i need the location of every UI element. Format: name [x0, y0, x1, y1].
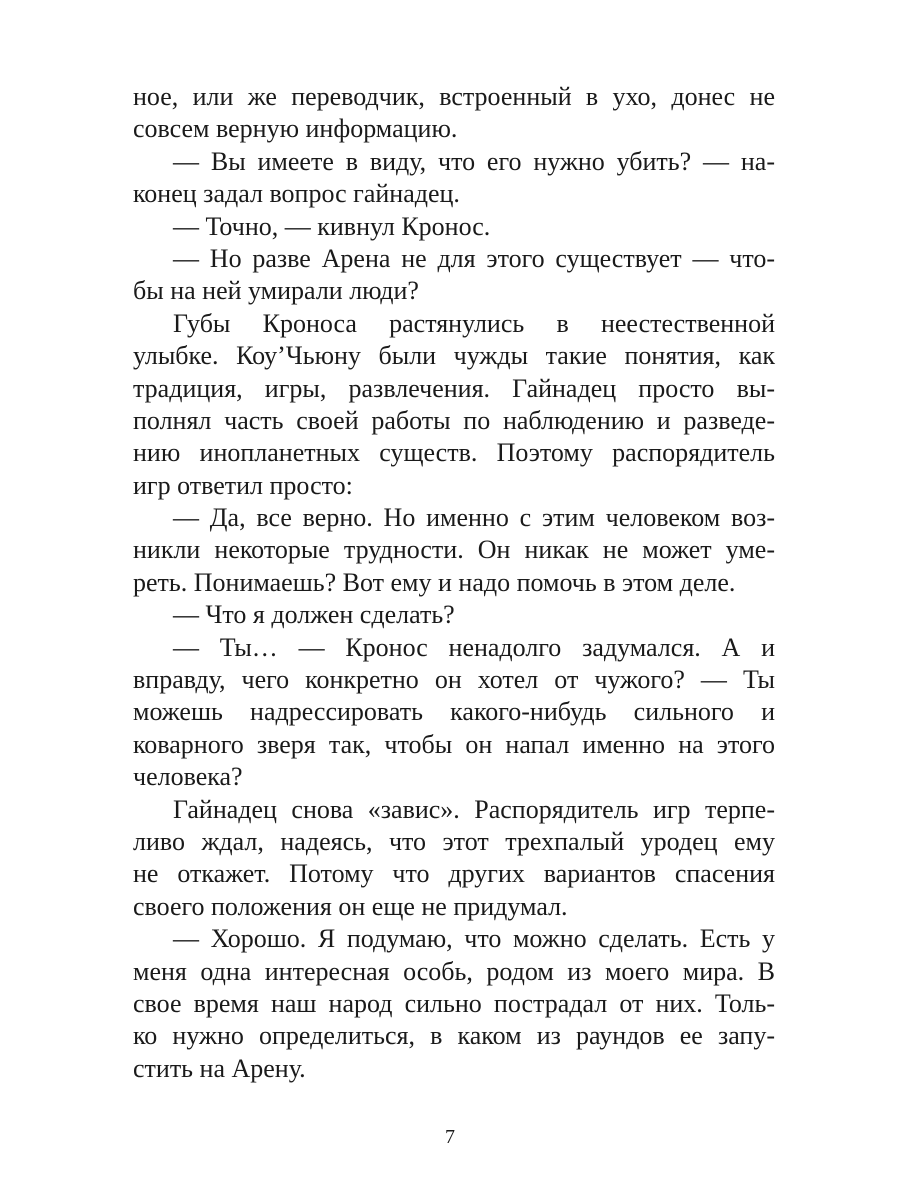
- text-line: стить на Арену.: [133, 1053, 306, 1083]
- text-line: улыбке. Коу’Чьюну были чужды такие понятия, как: [133, 341, 775, 371]
- paragraph: [133, 81, 775, 146]
- text-line: нию инопланетных существ. Поэтому распорядитель: [133, 438, 775, 468]
- text-line: Губы Кроноса растянулись в неестественной: [173, 308, 775, 338]
- text-line: — Вы имеете в виду, что его нужно убить? — на-: [173, 146, 775, 176]
- text-line: Гайнадец снова «завис». Распорядитель игр терпе-: [173, 794, 775, 824]
- text-line: бы на ней умирали люди?: [133, 276, 419, 306]
- text-line: человека?: [133, 762, 243, 792]
- text-line: — Что я должен сделать?: [173, 600, 455, 630]
- text-line: традиция, игры, развлечения. Гайнадец просто вы-: [133, 373, 775, 403]
- paragraph: [133, 632, 775, 794]
- text-line: игр ответил просто:: [133, 470, 353, 500]
- text-line: не откажет. Потому что других вариантов спасения: [133, 859, 775, 889]
- page-number: 7: [445, 1126, 455, 1148]
- text-line: полнял часть своей работы по наблюдению и разведе-: [133, 405, 775, 435]
- text-line: можешь надрессировать какого-нибудь сильного и: [133, 697, 775, 727]
- text-line: — Хорошо. Я подумаю, что можно сделать. Есть у: [173, 924, 775, 954]
- paragraph: [133, 923, 775, 1085]
- text-line: конец задал вопрос гайнадец.: [133, 179, 460, 209]
- text-line: никли некоторые трудности. Он никак не может уме-: [133, 535, 775, 565]
- text-line: ко нужно определиться, в каком из раундов ее запу-: [133, 1021, 775, 1051]
- text-line: коварного зверя так, чтобы он напал именно на этого: [133, 729, 775, 759]
- text-line: совсем верную информацию.: [133, 114, 458, 144]
- body-text: [133, 81, 775, 1085]
- text-line: — Да, все верно. Но именно с этим человеком воз-: [173, 503, 775, 533]
- text-line: вправду, чего конкретно он хотел от чужого? — Ты: [133, 665, 775, 695]
- text-line: меня одна интересная особь, родом из моего мира. В: [133, 956, 775, 986]
- text-line: свое время наш народ сильно пострадал от них. Толь-: [133, 988, 775, 1018]
- text-line: своего положения он еще не придумал.: [133, 891, 568, 921]
- paragraph: [133, 243, 775, 308]
- paragraph: [133, 211, 775, 243]
- text-line: ное, или же переводчик, встроенный в ухо, донес не: [133, 82, 775, 111]
- paragraph: [133, 502, 775, 599]
- paragraph: [133, 599, 775, 631]
- text-line: — Но разве Арена не для этого существует — что-: [173, 243, 775, 273]
- paragraph: [133, 794, 775, 924]
- paragraph: [133, 308, 775, 502]
- paragraph: [133, 146, 775, 211]
- text-line: — Ты… — Кронос ненадолго задумался. А и: [173, 632, 775, 662]
- text-line: реть. Понимаешь? Вот ему и надо помочь в этом деле.: [133, 567, 736, 597]
- text-line: — Точно, — кивнул Кронос.: [173, 211, 491, 241]
- text-line: ливо ждал, надеясь, что этот трехпалый уродец ему: [133, 826, 775, 856]
